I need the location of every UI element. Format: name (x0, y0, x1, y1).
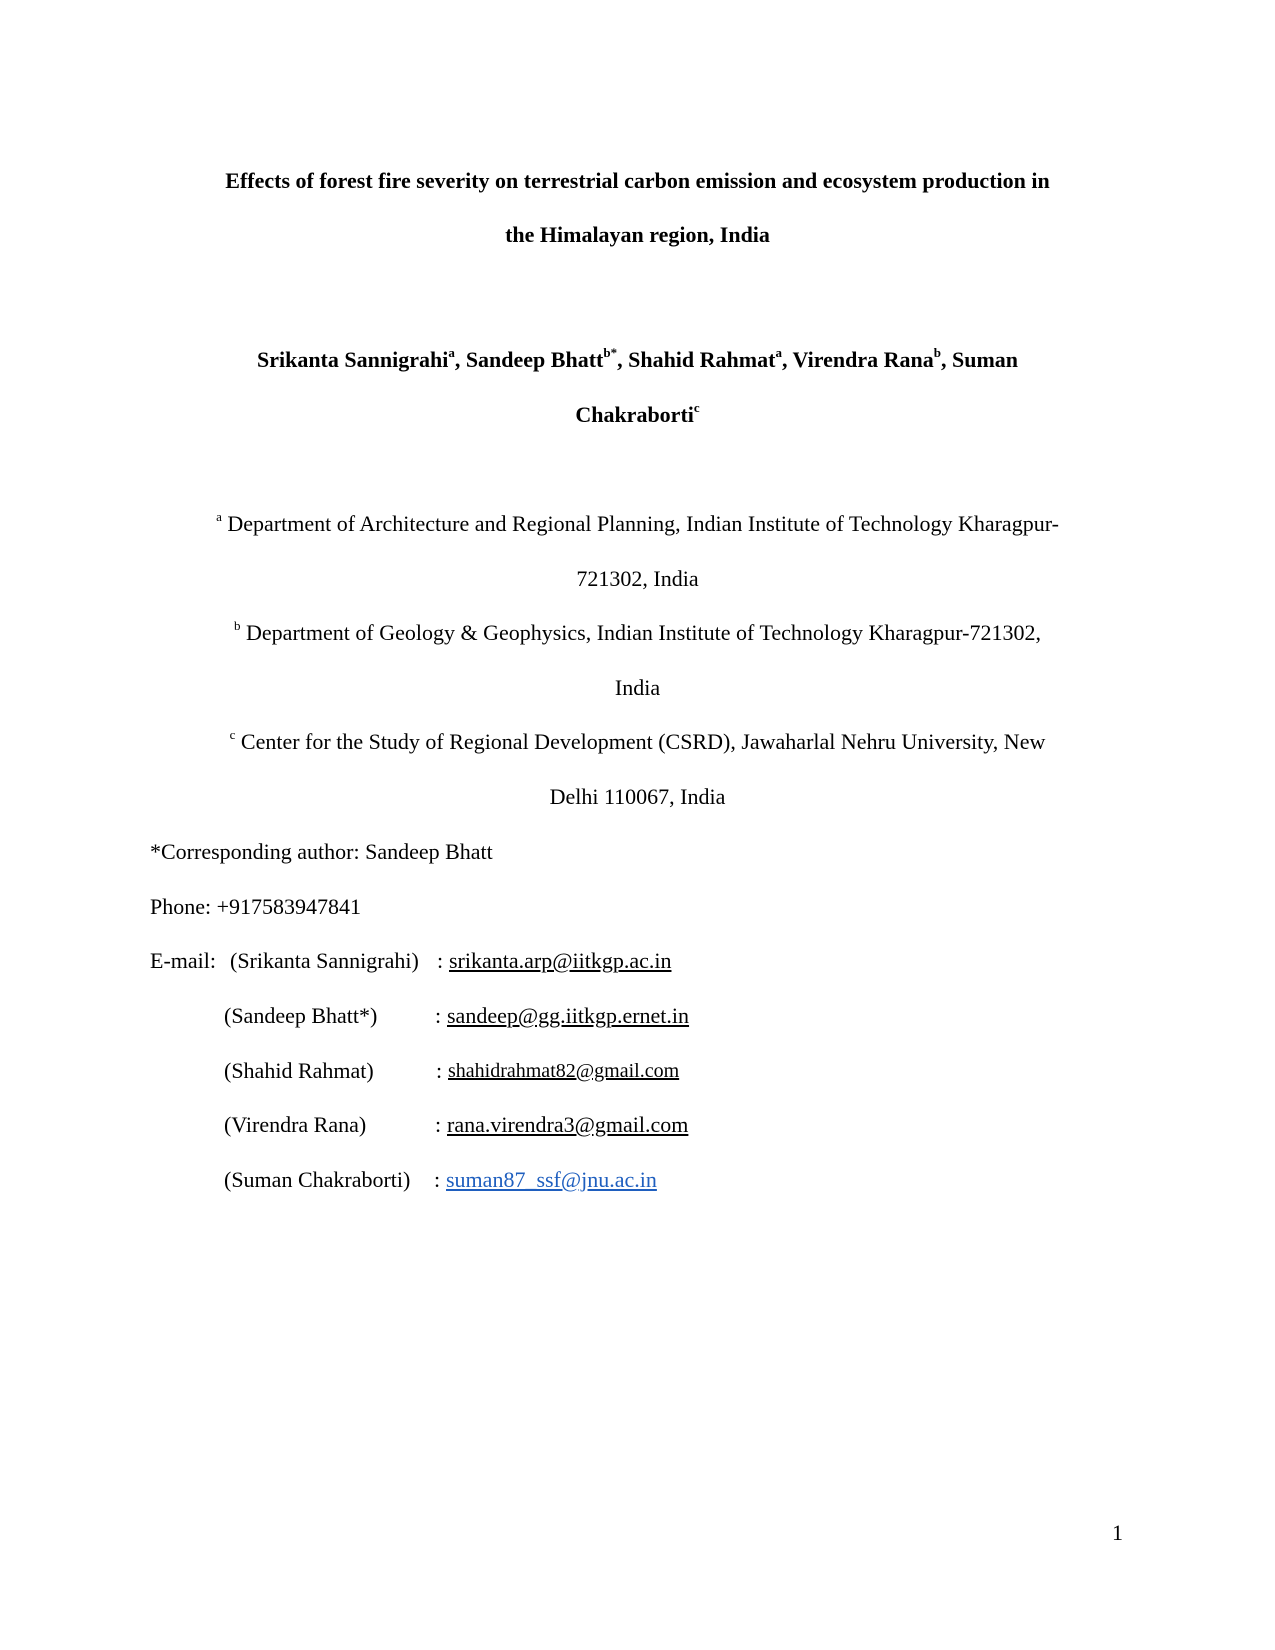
email-link[interactable]: sandeep@gg.iitkgp.ernet.in (447, 1003, 690, 1028)
author-affiliation-mark: c (693, 399, 700, 415)
email-row (150, 1112, 850, 1142)
email-colon: : (435, 1003, 442, 1028)
author-name: Srikanta Sannigrahi (256, 347, 449, 372)
affiliation-mark: b (234, 617, 241, 633)
email-row (150, 1167, 850, 1197)
author-affiliation-mark: b (933, 344, 941, 360)
email-colon: : (437, 948, 444, 973)
email-colon: : (434, 1167, 441, 1192)
affiliation-text: Center for the Study of Regional Development (CSRD), Jawaharlal Nehru University, New (235, 729, 1046, 754)
affiliation-c-line-1 (0, 726, 1275, 755)
email-hyperlink[interactable]: suman87_ssf@jnu.ac.in (446, 1167, 657, 1192)
author-affiliation-mark: b* (603, 344, 618, 360)
author-name: Virendra Rana (792, 347, 934, 372)
affiliation-text: Department of Geology & Geophysics, Indian Institute of Technology Kharagpur-721302, (240, 620, 1041, 645)
email-colon: : (435, 1112, 442, 1137)
page-number: 1 (1112, 1520, 1123, 1545)
affiliation-c-line-2: Delhi 110067, India (549, 784, 726, 809)
author-separator: , (617, 347, 629, 372)
email-link[interactable]: shahidrahmat82@gmail.com (448, 1060, 680, 1082)
email-colon: : (436, 1058, 443, 1083)
affiliation-b-line-1 (0, 617, 1275, 646)
email-owner: (Shahid Rahmat) (224, 1058, 374, 1083)
email-owner: (Suman Chakraborti) (224, 1167, 411, 1192)
email-owner: (Virendra Rana) (224, 1112, 367, 1137)
author-name: Shahid Rahmat (628, 347, 776, 372)
author-separator: , (454, 347, 466, 372)
author-name: Suman (951, 347, 1019, 372)
paper-title-line-1: Effects of forest fire severity on terrestrial carbon emission and ecosystem production in (225, 168, 1050, 193)
author-affiliation-mark: a (448, 344, 455, 360)
email-row (150, 1003, 850, 1033)
affiliation-text: Department of Architecture and Regional Planning, Indian Institute of Technology Kharagpur- (221, 511, 1059, 536)
affiliation-a-line-2: 721302, India (576, 566, 699, 591)
email-link[interactable]: srikanta.arp@iitkgp.ac.in (449, 948, 672, 973)
author-affiliation-mark: a (775, 344, 782, 360)
author-list-line-1 (0, 344, 1275, 373)
author-name: Sandeep Bhatt (465, 347, 604, 372)
email-label: E-mail: (150, 948, 216, 973)
phone-number: Phone: +917583947841 (150, 894, 362, 919)
author-name: Chakraborti (575, 402, 694, 427)
author-list-line-2 (0, 399, 1275, 428)
paper-title-line-2: the Himalayan region, India (505, 222, 770, 247)
email-owner: (Sandeep Bhatt*) (224, 1003, 378, 1028)
affiliation-b-line-2: India (614, 675, 661, 700)
email-row (150, 1058, 850, 1088)
affiliation-mark: c (229, 726, 236, 742)
affiliation-a-line-1 (0, 508, 1275, 537)
email-link[interactable]: rana.virendra3@gmail.com (447, 1112, 689, 1137)
email-row (150, 948, 850, 978)
email-owner: (Srikanta Sannigrahi) (230, 948, 419, 973)
affiliation-mark: a (216, 508, 222, 524)
author-separator: , (781, 347, 793, 372)
corresponding-author: *Corresponding author: Sandeep Bhatt (150, 839, 493, 864)
author-separator: , (940, 347, 952, 372)
